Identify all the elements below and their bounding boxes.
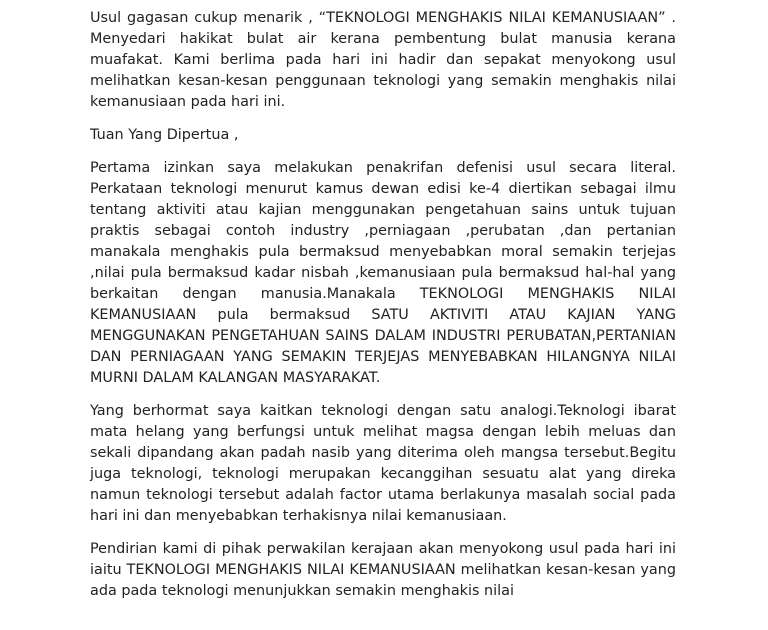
paragraph-stance: Pendirian kami di pihak perwakilan kerajaan akan menyokong usul pada hari ini iaitu TEKNOLOGI MENGHAKIS NILAI KEMANUSIAAN melihatkan kesan-kesan yang ada pada teknologi menunjukkan semakin menghakis nilai [90,541,676,599]
paragraph-analogy: Yang berhormat saya kaitkan teknologi dengan satu analogi.Teknologi ibarat mata helang yang berfungsi untuk melihat magsa dengan lebih meluas dan sekali dipandang akan padah nasib yang diterima oleh mangsa tersebut.Begitu juga teknologi, teknologi merupakan kecanggihan sesuatu alat yang direka namun teknologi tersebut adalah factor utama berlakunya masalah social pada hari ini dan menyebabkan terhakisnya nilai kemanusiaan. [90,403,676,524]
paragraph-salutation: Tuan Yang Dipertua , [90,127,239,143]
paragraph-definition: Pertama izinkan saya melakukan penakrifan defenisi usul secara literal. Perkataan teknologi menurut kamus dewan edisi ke-4 diertikan sebagai ilmu tentang aktiviti atau kajian menggunakan pengetahuan sains untuk tujuan praktis sebagai contoh industry ,perniagaan ,perubatan ,dan pertanian manakala menghakis pula bermaksud menyebabkan moral semakin terjejas ,nilai pula bermaksud kadar nisbah ,kemanusiaan pula bermaksud hal-hal yang berkaitan dengan manusia.Manakala TEKNOLOGI MENGHAKIS NILAI KEMANUSIAAN pula bermaksud SATU AKTIVITI ATAU KAJIAN YANG MENGGUNAKAN PENGETAHUAN SAINS DALAM INDUSTRI PERUBATAN,PERTANIAN DAN PERNIAGAAN YANG SEMAKIN TERJEJAS MENYEBABKAN HILANGNYA NILAI MURNI DALAM KALANGAN MASYARAKAT. [90,160,676,386]
paragraph-intro: Usul gagasan cukup menarik , “TEKNOLOGI MENGHAKIS NILAI KEMANUSIAAN” . Menyedari hakikat bulat air kerana pembentung bulat manusia kerana muafakat. Kami berlima pada hari ini hadir dan sepakat menyokong usul melihatkan kesan-kesan penggunaan teknologi yang semakin menghakis nilai kemanusiaan pada hari ini. [90,10,676,110]
document-page [90,8,676,609]
